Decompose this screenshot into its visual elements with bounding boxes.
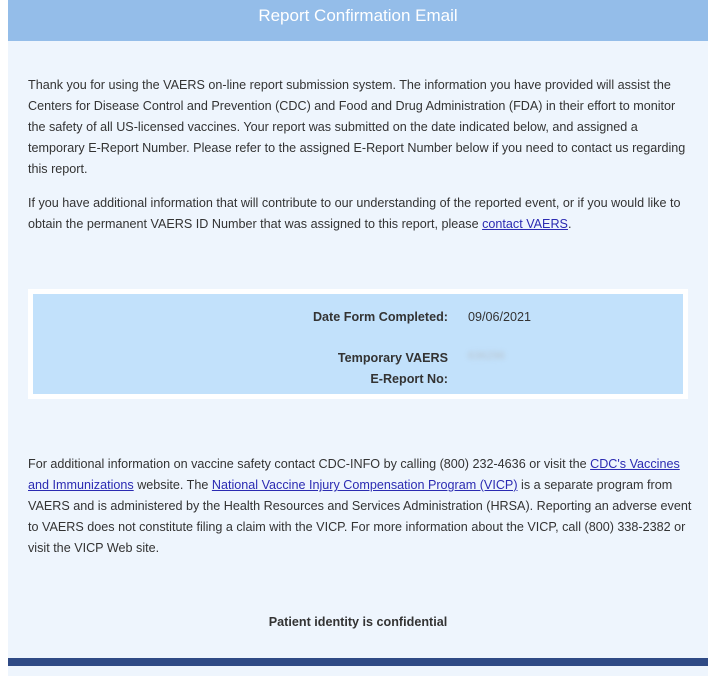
confirmation-email: [8, 0, 708, 676]
email-title: Report Confirmation Email: [258, 6, 458, 25]
ereport-number-label: [213, 348, 448, 390]
report-info-box: [28, 289, 688, 399]
additional-text-3: is a separate program from VAERS and is administered by the Health Resources and Services Administration (HRSA). Reporting an adverse event to VAERS does not constitute filing a claim with the VICP. For more information about the VICP, call (800) 338-2382 or visit the VICP Web site.: [28, 478, 692, 555]
additional-text-1: For additional information on vaccine safety contact CDC-INFO by calling (800) 232-4636 or visit the: [28, 457, 591, 471]
date-form-completed-value: 09/06/2021: [468, 310, 532, 324]
confidential-notice: Patient identity is confidential: [268, 615, 448, 629]
contact-paragraph: [28, 193, 692, 235]
ereport-label-line1: Temporary VAERS: [337, 351, 448, 365]
contact-text-end: .: [567, 217, 572, 231]
intro-paragraph: Thank you for using the VAERS on-line report submission system. The information you have provided will assist the Centers for Disease Control and Prevention (CDC) and Food and Drug Administration (FDA) in their effort to monitor the safety of all US-licensed vaccines. Your report was submitted on the date indicated below, and assigned a temporary E-Report Number. Please refer to the assigned E-Report Number below if you need to contact us regarding this report.: [28, 78, 686, 176]
footer-bar: [8, 658, 708, 666]
contact-text: If you have additional information that will contribute to our understanding of the reported event, or if you would like to obtain the permanent VAERS ID Number that was assigned to this report, please: [28, 196, 681, 231]
contact-vaers-link[interactable]: contact VAERS: [482, 217, 568, 231]
email-header: [8, 0, 708, 41]
additional-info-paragraph: [28, 454, 692, 559]
ereport-number-value: 636296: [468, 350, 505, 362]
cdc-vaccines-link[interactable]: CDC's Vaccines and Immunizations: [28, 457, 680, 492]
date-form-completed-label: Date Form Completed:: [312, 310, 448, 324]
ereport-label-line2: E-Report No:: [370, 372, 448, 386]
additional-text-2: website. The: [133, 478, 212, 492]
vicp-link[interactable]: National Vaccine Injury Compensation Program (VICP): [211, 478, 518, 492]
